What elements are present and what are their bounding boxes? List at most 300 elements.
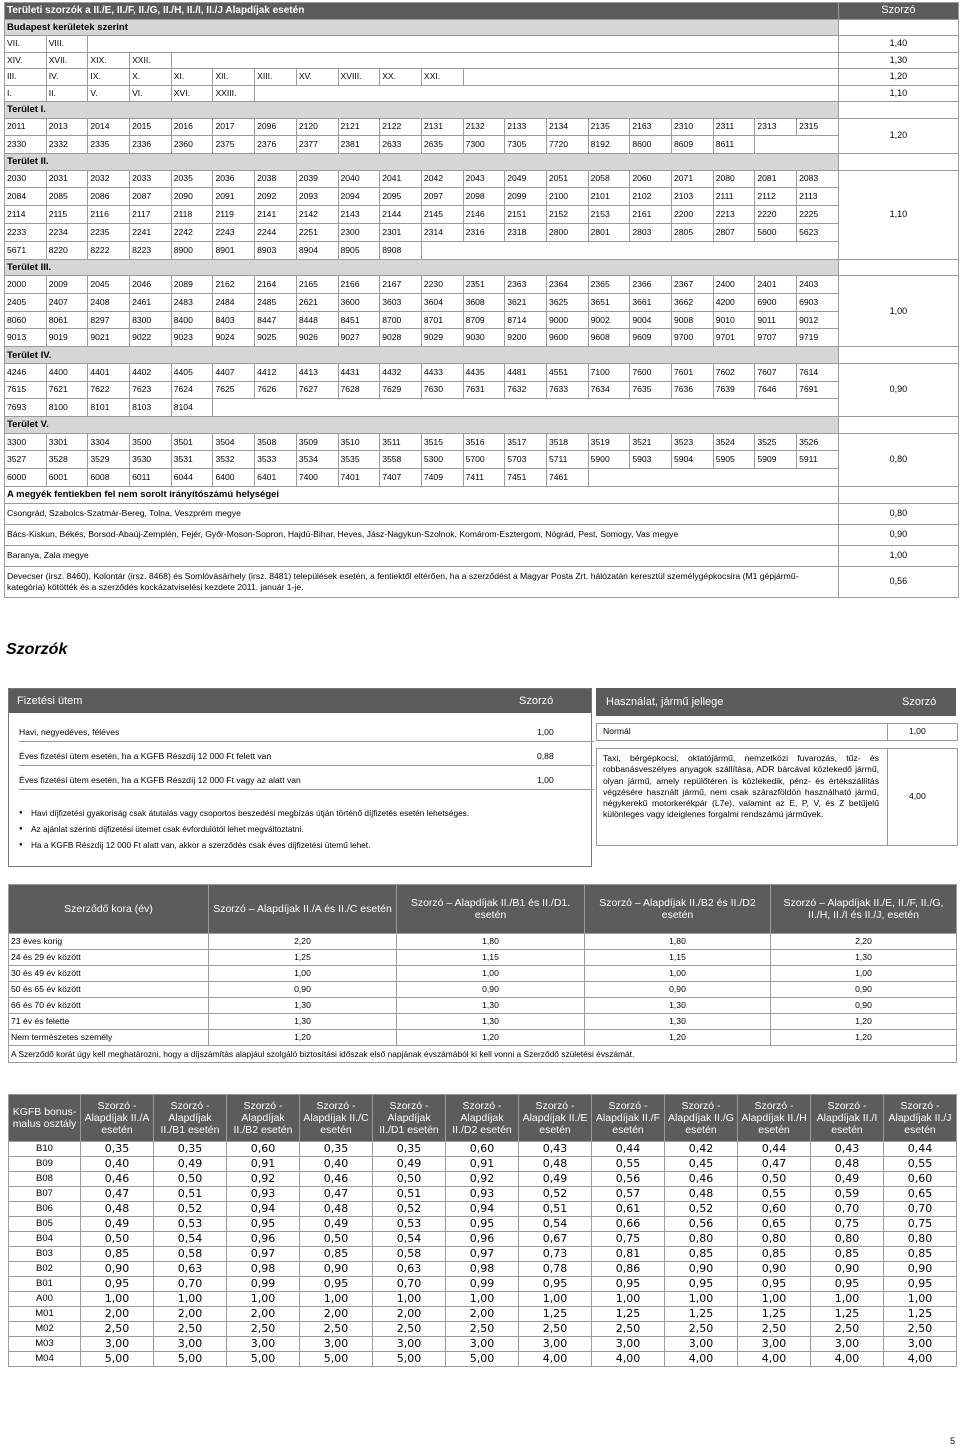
region-header-row: [5, 3, 959, 20]
postcode-cell: 9701: [713, 329, 755, 347]
postcode-cell: 2013: [46, 118, 88, 136]
postcode-cell: 2332: [46, 136, 88, 154]
postcode-cell: 2633: [380, 136, 422, 154]
bonus-value: 4,00: [811, 1352, 884, 1367]
postcode-cell: 7639: [713, 381, 755, 399]
postcode-cell: 8060: [5, 311, 47, 329]
postcode-cell: 2800: [546, 223, 588, 241]
bonus-value: 2,00: [227, 1307, 300, 1322]
postcode-cell: 2313: [755, 118, 797, 136]
age-value: 1,15: [585, 950, 771, 966]
postcode-row: [5, 363, 959, 381]
bonus-header-cell: KGFB bonus-malus osztály: [9, 1095, 81, 1142]
bonus-value: 2,50: [446, 1322, 519, 1337]
region-multiplier: 0,56: [838, 566, 958, 597]
postcode-cell: 3508: [255, 433, 297, 451]
district-cell: XV.: [296, 69, 338, 86]
bonus-value: 0,40: [81, 1157, 154, 1172]
bonus-value: 0,46: [81, 1172, 154, 1187]
bonus-value: 0,60: [884, 1172, 957, 1187]
postcode-cell: 2143: [338, 206, 380, 224]
bonus-value: 2,00: [154, 1307, 227, 1322]
bonus-value: 1,00: [665, 1292, 738, 1307]
bonus-value: 0,90: [81, 1262, 154, 1277]
postcode-cell: 9600: [546, 329, 588, 347]
bonus-value: 3,00: [81, 1337, 154, 1352]
age-value: 1,20: [585, 1030, 771, 1046]
postcode-cell: 2015: [130, 118, 172, 136]
postcode-cell: 2071: [672, 170, 714, 188]
postcode-cell: 3521: [630, 433, 672, 451]
payment-notes: [19, 807, 589, 855]
county-row: [5, 524, 959, 545]
bonus-value: 0,48: [665, 1187, 738, 1202]
postcode-cell: 9002: [588, 311, 630, 329]
postcode-cell: 9019: [46, 329, 88, 347]
bonus-value: 0,44: [738, 1142, 811, 1157]
bonus-value: 0,50: [154, 1172, 227, 1187]
bonus-value: 0,47: [81, 1187, 154, 1202]
postcode-cell: 9021: [88, 329, 130, 347]
empty-cell: [463, 69, 838, 86]
postcode-cell: 7400: [296, 469, 338, 487]
bonus-value: 0,99: [446, 1277, 519, 1292]
postcode-cell: 3625: [546, 293, 588, 311]
age-header-cell: Szorzó – Alapdíjak II./A és II./C esetén: [209, 885, 397, 934]
postcode-cell: 2114: [5, 206, 47, 224]
postcode-row: [5, 188, 959, 206]
bonus-value: 0,95: [519, 1277, 592, 1292]
bonus-value: 1,00: [519, 1292, 592, 1307]
section-title: Szorzók: [6, 641, 68, 658]
bonus-value: 0,70: [154, 1277, 227, 1292]
age-header-row: [9, 885, 957, 934]
age-row: [9, 982, 957, 998]
payment-note: ● Havi díjfizetési gyakoriság csak átutalás vagy csoportos beszedési megbízás útján történő díjfizetés esetén lehetséges.: [19, 807, 589, 823]
region-multiplier: 1,20: [838, 69, 958, 86]
age-value: 1,30: [397, 1014, 585, 1030]
postcode-cell: 2801: [588, 223, 630, 241]
district-cell: XX.: [380, 69, 422, 86]
age-note-row: [9, 1046, 957, 1063]
postcode-cell: 2031: [46, 170, 88, 188]
postcode-cell: 4405: [171, 363, 213, 381]
postcode-cell: 7633: [546, 381, 588, 399]
postcode-row: [5, 451, 959, 469]
bonus-row: [9, 1217, 957, 1232]
postcode-cell: 9025: [255, 329, 297, 347]
postcode-cell: 2086: [88, 188, 130, 206]
postcode-cell: 3621: [505, 293, 547, 311]
postcode-cell: 2060: [630, 170, 672, 188]
bonus-value: 0,56: [592, 1172, 665, 1187]
bonus-value: 0,35: [373, 1142, 446, 1157]
age-label: 71 év és felette: [9, 1014, 209, 1030]
age-value: 1,20: [771, 1030, 957, 1046]
section-multiplier-cell: [838, 154, 958, 171]
postcode-cell: 7624: [171, 381, 213, 399]
postcode-cell: 2030: [5, 170, 47, 188]
usage-header-label: Használat, jármű jellege: [606, 696, 724, 708]
bonus-header-cell: Szorzó - Alapdíjak II./D1 esetén: [373, 1095, 446, 1142]
bonus-row: [9, 1172, 957, 1187]
postcode-cell: 5909: [755, 451, 797, 469]
postcode-cell: 3530: [130, 451, 172, 469]
postcode-cell: 8609: [672, 136, 714, 154]
postcode-cell: 4407: [213, 363, 255, 381]
postcode-cell: 9026: [296, 329, 338, 347]
territory-title-row: [5, 417, 959, 434]
postcode-cell: 7629: [380, 381, 422, 399]
empty-cell: [171, 52, 838, 69]
bonus-value: 1,00: [154, 1292, 227, 1307]
postcode-cell: 2103: [672, 188, 714, 206]
section-multiplier-cell: [838, 347, 958, 364]
bonus-value: 0,95: [446, 1217, 519, 1232]
postcode-cell: 2041: [380, 170, 422, 188]
postcode-cell: 2366: [630, 276, 672, 294]
postcode-cell: 2131: [421, 118, 463, 136]
bonus-value: 0,65: [884, 1187, 957, 1202]
postcode-cell: 8908: [380, 241, 422, 259]
bonus-header-cell: Szorzó - Alapdíjak II./B2 esetén: [227, 1095, 300, 1142]
postcode-cell: 9000: [546, 311, 588, 329]
territory-title: Terület IV.: [5, 347, 839, 364]
postcode-cell: 2365: [588, 276, 630, 294]
postcode-cell: 2099: [505, 188, 547, 206]
postcode-cell: 2098: [463, 188, 505, 206]
postcode-cell: 7409: [421, 469, 463, 487]
postcode-cell: 3661: [630, 293, 672, 311]
postcode-cell: 3501: [171, 433, 213, 451]
region-multiplier: 0,80: [838, 433, 958, 486]
postcode-row: [5, 170, 959, 188]
postcode-cell: 2049: [505, 170, 547, 188]
postcode-cell: 3651: [588, 293, 630, 311]
postcode-cell: 3528: [46, 451, 88, 469]
bonus-value: 0,80: [884, 1232, 957, 1247]
bonus-header-row: [9, 1095, 957, 1142]
postcode-cell: 7615: [5, 381, 47, 399]
bonus-value: 1,00: [446, 1292, 519, 1307]
district-cell: XII.: [213, 69, 255, 86]
district-cell: IX.: [88, 69, 130, 86]
bonus-value: 2,50: [154, 1322, 227, 1337]
bonus-value: 0,73: [519, 1247, 592, 1262]
bonus-value: 0,43: [811, 1142, 884, 1157]
postcode-cell: 5623: [797, 223, 839, 241]
bonus-value: 0,44: [884, 1142, 957, 1157]
county-row: [5, 503, 959, 524]
postcode-cell: 2400: [713, 276, 755, 294]
bonus-value: 0,49: [519, 1172, 592, 1187]
payment-header: [9, 689, 591, 713]
bonus-value: 0,85: [81, 1247, 154, 1262]
bonus-header-cell: Szorzó - Alapdíjak II./D2 esetén: [446, 1095, 519, 1142]
postcode-cell: 6400: [213, 469, 255, 487]
postcode-cell: 7691: [797, 381, 839, 399]
postcode-cell: 2167: [380, 276, 422, 294]
bonus-value: 1,00: [373, 1292, 446, 1307]
postcode-cell: 3525: [755, 433, 797, 451]
bonus-class: M03: [9, 1337, 81, 1352]
bonus-value: 0,48: [519, 1157, 592, 1172]
usage-row: [596, 748, 958, 846]
postcode-cell: 2011: [5, 118, 47, 136]
postcode-cell: 3301: [46, 433, 88, 451]
postcode-cell: 2375: [213, 136, 255, 154]
usage-header-multiplier: Szorzó: [902, 696, 937, 708]
postcode-cell: 2225: [797, 206, 839, 224]
postcode-cell: 6011: [130, 469, 172, 487]
bonus-value: 2,50: [519, 1322, 592, 1337]
postcode-cell: 7628: [338, 381, 380, 399]
age-header-cell: Szerződő kora (év): [9, 885, 209, 934]
postcode-cell: 2042: [421, 170, 463, 188]
postcode-cell: 7401: [338, 469, 380, 487]
postcode-cell: 7100: [588, 363, 630, 381]
age-value: 0,90: [771, 982, 957, 998]
county-title-row: [5, 487, 959, 504]
district-cell: XIII.: [255, 69, 297, 86]
postcode-cell: 9707: [755, 329, 797, 347]
age-label: 30 és 49 év között: [9, 966, 209, 982]
special-text: Devecser (irsz. 8460), Kolontár (irsz. 8468) és Somlóvásárhely (irsz. 8481) települések esetén, a fentiektől eltérően, ha a szerződést a Magyar Posta Zrt. hálózatán keresztül személygépkocsira (M1 gépjármű-kategória) kötötték és a szerződés kockázatviselési kezdete 2011. január 1-je.: [5, 566, 839, 597]
postcode-cell: 9011: [755, 311, 797, 329]
bonus-value: 0,63: [373, 1262, 446, 1277]
bonus-header-cell: Szorzó - Alapdíjak II./J esetén: [884, 1095, 957, 1142]
postcode-cell: 8451: [338, 311, 380, 329]
bonus-value: 0,95: [81, 1277, 154, 1292]
postcode-cell: 2364: [546, 276, 588, 294]
empty-cell: [88, 36, 839, 53]
bonus-value: 0,43: [519, 1142, 592, 1157]
bonus-value: 2,50: [811, 1322, 884, 1337]
bonus-row: [9, 1352, 957, 1367]
age-row: [9, 1030, 957, 1046]
postcode-cell: 6900: [755, 293, 797, 311]
postcode-cell: 2039: [296, 170, 338, 188]
age-note: A Szerződő korát úgy kell meghatározni, hogy a díjszámítás alapjául szolgáló biztosítási időszak első napjának évszámából ki kell vonni a Szerződő születési évszámát.: [9, 1046, 957, 1063]
bonus-value: 0,50: [738, 1172, 811, 1187]
postcode-cell: 7632: [505, 381, 547, 399]
age-value: 1,20: [209, 1030, 397, 1046]
postcode-cell: 3519: [588, 433, 630, 451]
postcode-cell: 2151: [505, 206, 547, 224]
usage-header: [596, 688, 956, 716]
bonus-row: [9, 1187, 957, 1202]
payment-row: [19, 773, 594, 790]
bonus-header-cell: Szorzó - Alapdíjak II./B1 esetén: [154, 1095, 227, 1142]
bonus-class: B01: [9, 1277, 81, 1292]
bonus-value: 0,90: [811, 1262, 884, 1277]
postcode-cell: 2087: [130, 188, 172, 206]
postcode-cell: 2621: [296, 293, 338, 311]
bonus-value: 0,95: [738, 1277, 811, 1292]
bonus-value: 2,00: [446, 1307, 519, 1322]
postcode-cell: 2316: [463, 223, 505, 241]
bonus-value: 0,35: [81, 1142, 154, 1157]
postcode-cell: 2461: [130, 293, 172, 311]
postcode-cell: 4431: [338, 363, 380, 381]
bonus-value: 0,58: [373, 1247, 446, 1262]
postcode-cell: 2360: [171, 136, 213, 154]
postcode-cell: 9010: [713, 311, 755, 329]
postcode-cell: 2220: [755, 206, 797, 224]
bonus-value: 0,55: [738, 1187, 811, 1202]
age-value: 1,00: [397, 966, 585, 982]
postcode-cell: 5711: [546, 451, 588, 469]
bonus-value: 0,96: [227, 1232, 300, 1247]
postcode-cell: 8101: [88, 399, 130, 417]
bonus-class: A00: [9, 1292, 81, 1307]
age-value: 1,20: [397, 1030, 585, 1046]
budapest-section-row: [5, 19, 959, 36]
postcode-cell: 8400: [171, 311, 213, 329]
bonus-value: 4,00: [884, 1352, 957, 1367]
section-multiplier-cell: [838, 487, 958, 504]
budapest-row: [5, 36, 959, 53]
postcode-cell: 7407: [380, 469, 422, 487]
empty-cell: [213, 399, 838, 417]
postcode-row: [5, 276, 959, 294]
postcode-cell: 3535: [338, 451, 380, 469]
bonus-row: [9, 1232, 957, 1247]
usage-row-value: 4,00: [909, 791, 926, 801]
bonus-class: M04: [9, 1352, 81, 1367]
postcode-cell: 3531: [171, 451, 213, 469]
postcode-cell: 7451: [505, 469, 547, 487]
postcode-cell: 7305: [505, 136, 547, 154]
bonus-value: 0,90: [665, 1262, 738, 1277]
postcode-row: [5, 223, 959, 241]
postcode-cell: 2242: [171, 223, 213, 241]
postcode-row: [5, 136, 959, 154]
postcode-cell: 2058: [588, 170, 630, 188]
postcode-cell: 8297: [88, 311, 130, 329]
bonus-value: 0,50: [300, 1232, 373, 1247]
payment-note: ● Ha a KGFB Részdíj 12 000 Ft alatt van, akkor a szerződés csak éves díjfizetési ütemű lehet.: [19, 839, 589, 855]
postcode-row: [5, 206, 959, 224]
age-row: [9, 950, 957, 966]
bonus-value: 0,60: [446, 1142, 519, 1157]
postcode-cell: 2318: [505, 223, 547, 241]
postcode-cell: 2113: [797, 188, 839, 206]
postcode-cell: 4200: [713, 293, 755, 311]
age-row: [9, 1014, 957, 1030]
bonus-row: [9, 1322, 957, 1337]
bonus-value: 1,25: [665, 1307, 738, 1322]
postcode-cell: 3300: [5, 433, 47, 451]
postcode-cell: 8223: [130, 241, 172, 259]
bonus-value: 5,00: [227, 1352, 300, 1367]
bonus-class: B02: [9, 1262, 81, 1277]
district-cell: II.: [46, 85, 88, 102]
postcode-cell: 4401: [88, 363, 130, 381]
bonus-value: 0,98: [446, 1262, 519, 1277]
bonus-value: 5,00: [154, 1352, 227, 1367]
payment-header-label: Fizetési ütem: [17, 695, 83, 707]
postcode-cell: 2132: [463, 118, 505, 136]
bonus-value: 2,00: [81, 1307, 154, 1322]
age-value: 0,90: [397, 982, 585, 998]
district-cell: XIX.: [88, 52, 130, 69]
postcode-cell: 8904: [296, 241, 338, 259]
budapest-row: [5, 52, 959, 69]
postcode-cell: 2310: [672, 118, 714, 136]
bonus-value: 0,49: [300, 1217, 373, 1232]
bonus-value: 0,70: [884, 1202, 957, 1217]
bonus-value: 1,00: [81, 1292, 154, 1307]
postcode-cell: 2146: [463, 206, 505, 224]
bonus-row: [9, 1157, 957, 1172]
postcode-cell: 4402: [130, 363, 172, 381]
bonus-value: 0,75: [811, 1217, 884, 1232]
bonus-malus-table: [8, 1094, 957, 1367]
postcode-cell: 5703: [505, 451, 547, 469]
territory-title-row: [5, 347, 959, 364]
bonus-value: 4,00: [665, 1352, 738, 1367]
postcode-cell: 9004: [630, 311, 672, 329]
bonus-value: 3,00: [665, 1337, 738, 1352]
bonus-header-cell: Szorzó - Alapdíjak II./I esetén: [811, 1095, 884, 1142]
postcode-cell: 2014: [88, 118, 130, 136]
bonus-value: 0,93: [227, 1187, 300, 1202]
bonus-class: B07: [9, 1187, 81, 1202]
age-value: 1,30: [209, 1014, 397, 1030]
postcode-cell: 2330: [5, 136, 47, 154]
postcode-cell: 8901: [213, 241, 255, 259]
postcode-cell: 2336: [130, 136, 172, 154]
postcode-row: [5, 399, 959, 417]
postcode-cell: 6903: [797, 293, 839, 311]
postcode-cell: 9024: [213, 329, 255, 347]
age-header-cell: Szorzó – Alapdíjak II./B2 és II./D2 esetén: [585, 885, 771, 934]
payment-note: ● Az ajánlat szerinti díjfizetési ütemet csak évfordulótól lehet megváltoztatni.: [19, 823, 589, 839]
age-value: 1,30: [771, 950, 957, 966]
bonus-value: 0,53: [154, 1217, 227, 1232]
bonus-value: 2,50: [665, 1322, 738, 1337]
territory-title: Terület II.: [5, 154, 839, 171]
bonus-value: 0,93: [446, 1187, 519, 1202]
bonus-value: 0,65: [738, 1217, 811, 1232]
bonus-value: 1,00: [811, 1292, 884, 1307]
bonus-value: 0,48: [300, 1202, 373, 1217]
bonus-value: 3,00: [811, 1337, 884, 1352]
bonus-value: 0,78: [519, 1262, 592, 1277]
bonus-value: 1,00: [300, 1292, 373, 1307]
postcode-cell: 4481: [505, 363, 547, 381]
postcode-cell: 2134: [546, 118, 588, 136]
postcode-cell: 8103: [130, 399, 172, 417]
region-multiplier: 0,90: [838, 363, 958, 416]
bonus-value: 4,00: [519, 1352, 592, 1367]
postcode-cell: 2035: [171, 170, 213, 188]
bonus-value: 2,50: [884, 1322, 957, 1337]
postcode-cell: 2097: [421, 188, 463, 206]
bonus-value: 0,55: [884, 1157, 957, 1172]
age-row: [9, 966, 957, 982]
age-header-cell: Szorzó – Alapdíjak II./B1 és II./D1. esetén: [397, 885, 585, 934]
postcode-cell: 6001: [46, 469, 88, 487]
payment-row-value: 0,88: [537, 751, 554, 761]
empty-cell: [255, 85, 839, 102]
postcode-cell: 3511: [380, 433, 422, 451]
usage-row: [596, 723, 958, 741]
bonus-value: 0,95: [811, 1277, 884, 1292]
bonus-value: 0,81: [592, 1247, 665, 1262]
region-multiplier: 1,30: [838, 52, 958, 69]
